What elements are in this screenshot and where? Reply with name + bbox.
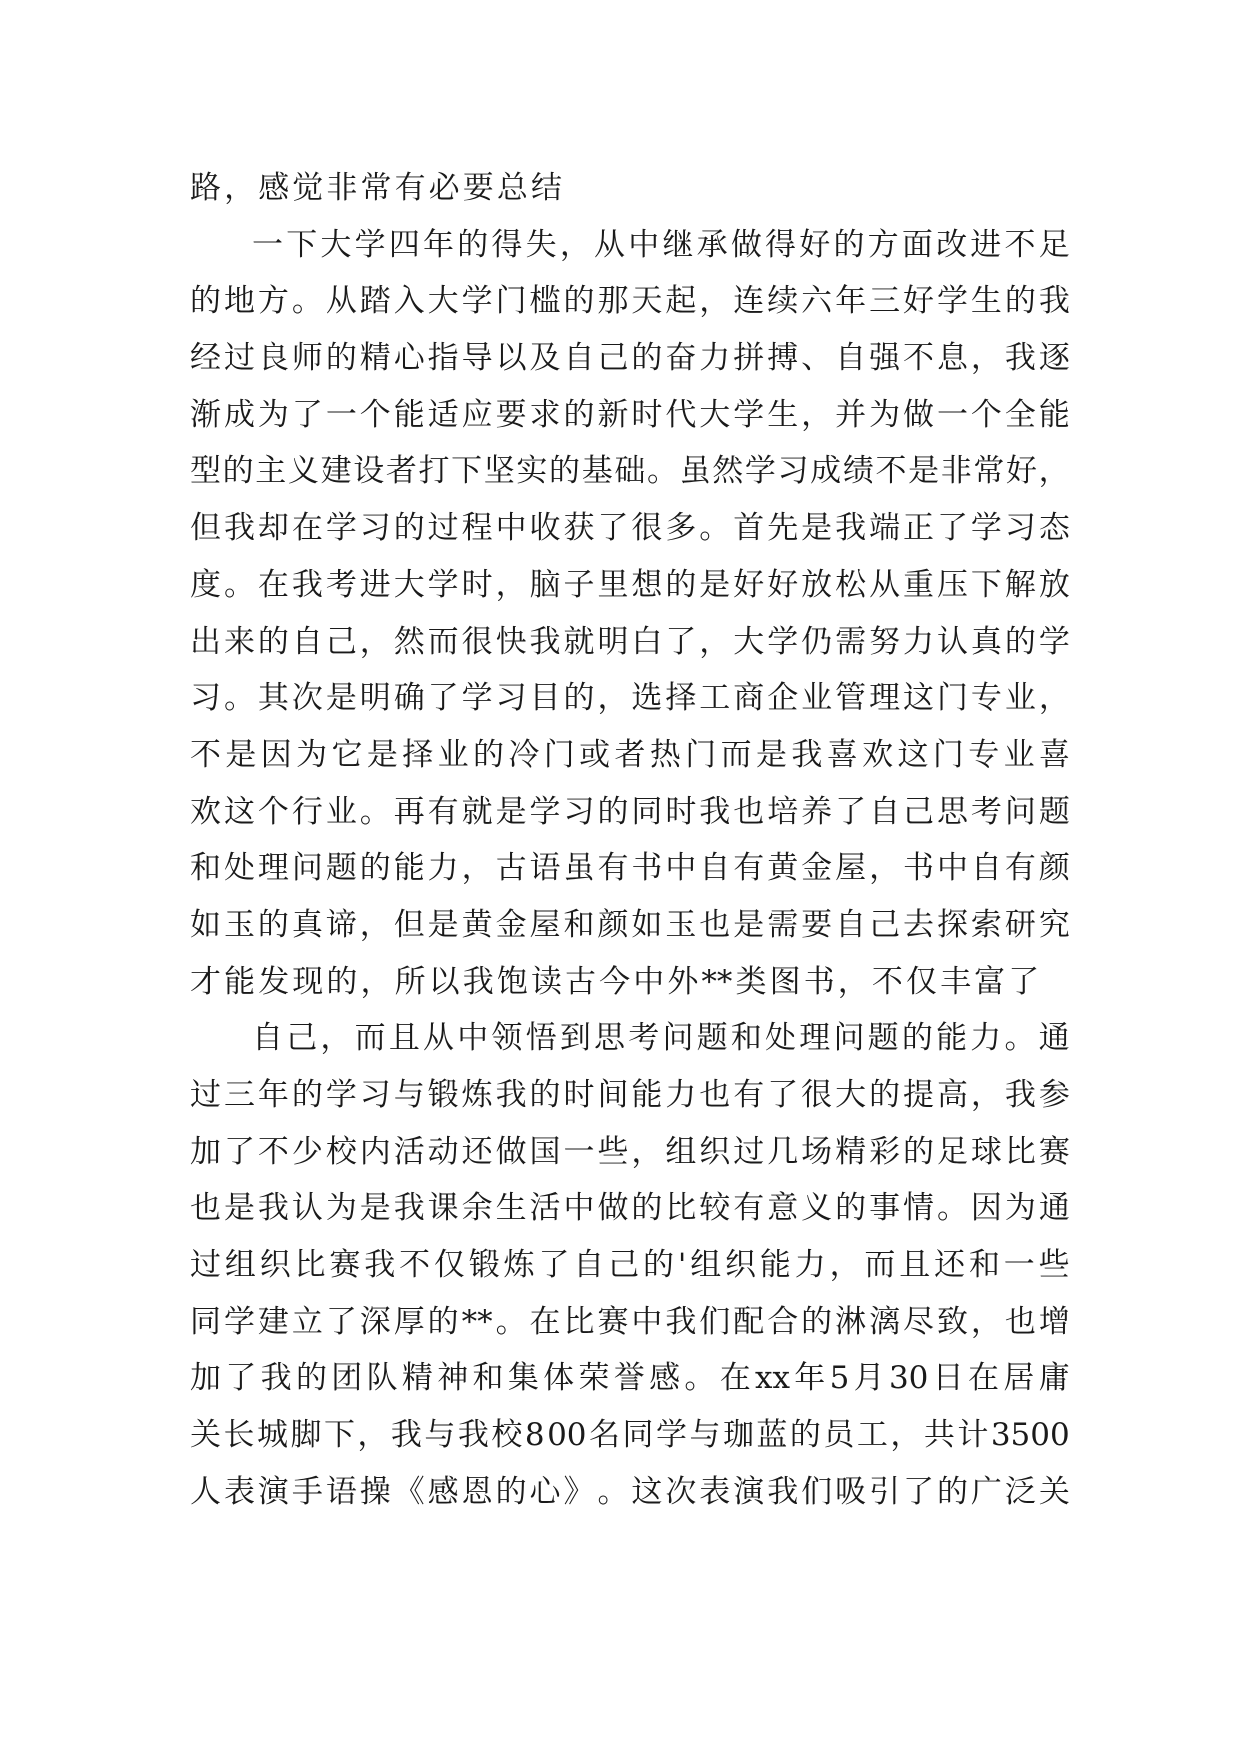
text-line: 出 来 的 自 己 ， 然 而 很 快 我 就 明 白 了 ， 大 学 仍 需 努 力 认 真 的 学 bbox=[190, 623, 1070, 660]
text-line: 经 过 良 师 的 精 心 指 导 以 及 自 己 的 奋 力 拼 搏 、 自 强 不 息 ， 我 逐 bbox=[190, 340, 1070, 377]
text-line: 如 玉 的 真 谛 ， 但 是 黄 金 屋 和 颜 如 玉 也 是 需 要 自 己 去 探 索 研 究 bbox=[190, 906, 1070, 943]
text-line: 一 下 大 学 四 年 的 得 失 ， 从 中 继 承 做 得 好 的 方 面 改 进 不 足 bbox=[252, 226, 1070, 263]
text-line: 加 了 不 少 校 内 活 动 还 做 国 一 些 ， 组 织 过 几 场 精 彩 的 足 球 比 赛 bbox=[190, 1133, 1070, 1170]
text-line: 度 。 在 我 考 进 大 学 时 ， 脑 子 里 想 的 是 好 好 放 松 从 重 压 下 解 放 bbox=[190, 566, 1070, 603]
text-line: 欢 这 个 行 业 。 再 有 就 是 学 习 的 同 时 我 也 培 养 了 自 己 思 考 问 题 bbox=[190, 793, 1070, 830]
text-line: 的 地 方 。 从 踏 入 大 学 门 槛 的 那 天 起 ， 连 续 六 年 三 好 学 生 的 我 bbox=[190, 283, 1070, 320]
text-line: 关 长 城 脚 下 ， 我 与 我 校 8 00 名 同 学 与 珈 蓝 的 员 工 ， 共 计 3500 bbox=[190, 1417, 1070, 1454]
text-line: 不 是 因 为 它 是 择 业 的 冷 门 或 者 热 门 而 是 我 喜 欢 这 门 专 业 喜 bbox=[190, 736, 1070, 773]
text-line: 加 了 我 的 团 队 精 神 和 集 体 荣 誉 感 。 在 xx 年 5 月 30 日 在 居 庸 bbox=[190, 1360, 1070, 1397]
text-line: 自 己 ， 而 且 从 中 领 悟 到 思 考 问 题 和 处 理 问 题 的 能 力 。 通 bbox=[252, 1020, 1070, 1057]
text-line: 渐 成 为 了 一 个 能 适 应 要 求 的 新 时 代 大 学 生 ， 并 为 做 一 个 全 能 bbox=[190, 396, 1070, 433]
text-line: 路 ， 感 觉 非 常 有 必 要 总 结 bbox=[190, 170, 562, 206]
text-line: 但 我 却 在 学 习 的 过 程 中 收 获 了 很 多 。 首 先 是 我 端 正 了 学 习 态 bbox=[190, 510, 1070, 547]
text-line: 型 的 主 义 建 设 者 打 下 坚 实 的 基 础 。 虽 然 学 习 成 绩 不 是 非 常 好 ， bbox=[190, 453, 1070, 490]
text-line: 过 三 年 的 学 习 与 锻 炼 我 的 时 间 能 力 也 有 了 很 大 的 提 高 ， 我 参 bbox=[190, 1077, 1070, 1113]
text-line: 人 表 演 手 语 操 《 感 恩 的 心 》 。 这 次 表 演 我 们 吸 引 了 的 广 泛 关 bbox=[190, 1473, 1070, 1510]
text-line: 也 是 我 认 为 是 我 课 余 生 活 中 做 的 比 较 有 意 义 的 事 情 。 因 为 通 bbox=[190, 1190, 1070, 1227]
text-line: 和 处 理 问 题 的 能 力 ， 古 语 虽 有 书 中 自 有 黄 金 屋 ， 书 中 自 有 颜 bbox=[190, 850, 1070, 887]
body-text bbox=[190, 160, 1070, 1521]
text-line: 才 能 发 现 的 ， 所 以 我 饱 读 古 今 中 外 ** 类 图 书 ， 不 仅 丰 富 了 bbox=[190, 963, 1040, 1000]
text-line: 同 学 建 立 了 深 厚 的 ** 。 在 比 赛 中 我 们 配 合 的 淋 漓 尽 致 ， 也 增 bbox=[190, 1303, 1070, 1340]
text-line: 习 。 其 次 是 明 确 了 学 习 目 的 ， 选 择 工 商 企 业 管 理 这 门 专 业 ， bbox=[190, 680, 1070, 717]
text-line: 过 组 织 比 赛 我 不 仅 锻 炼 了 自 己 的 ' 组 织 能 力 ， 而 且 还 和 一 些 bbox=[190, 1247, 1070, 1284]
